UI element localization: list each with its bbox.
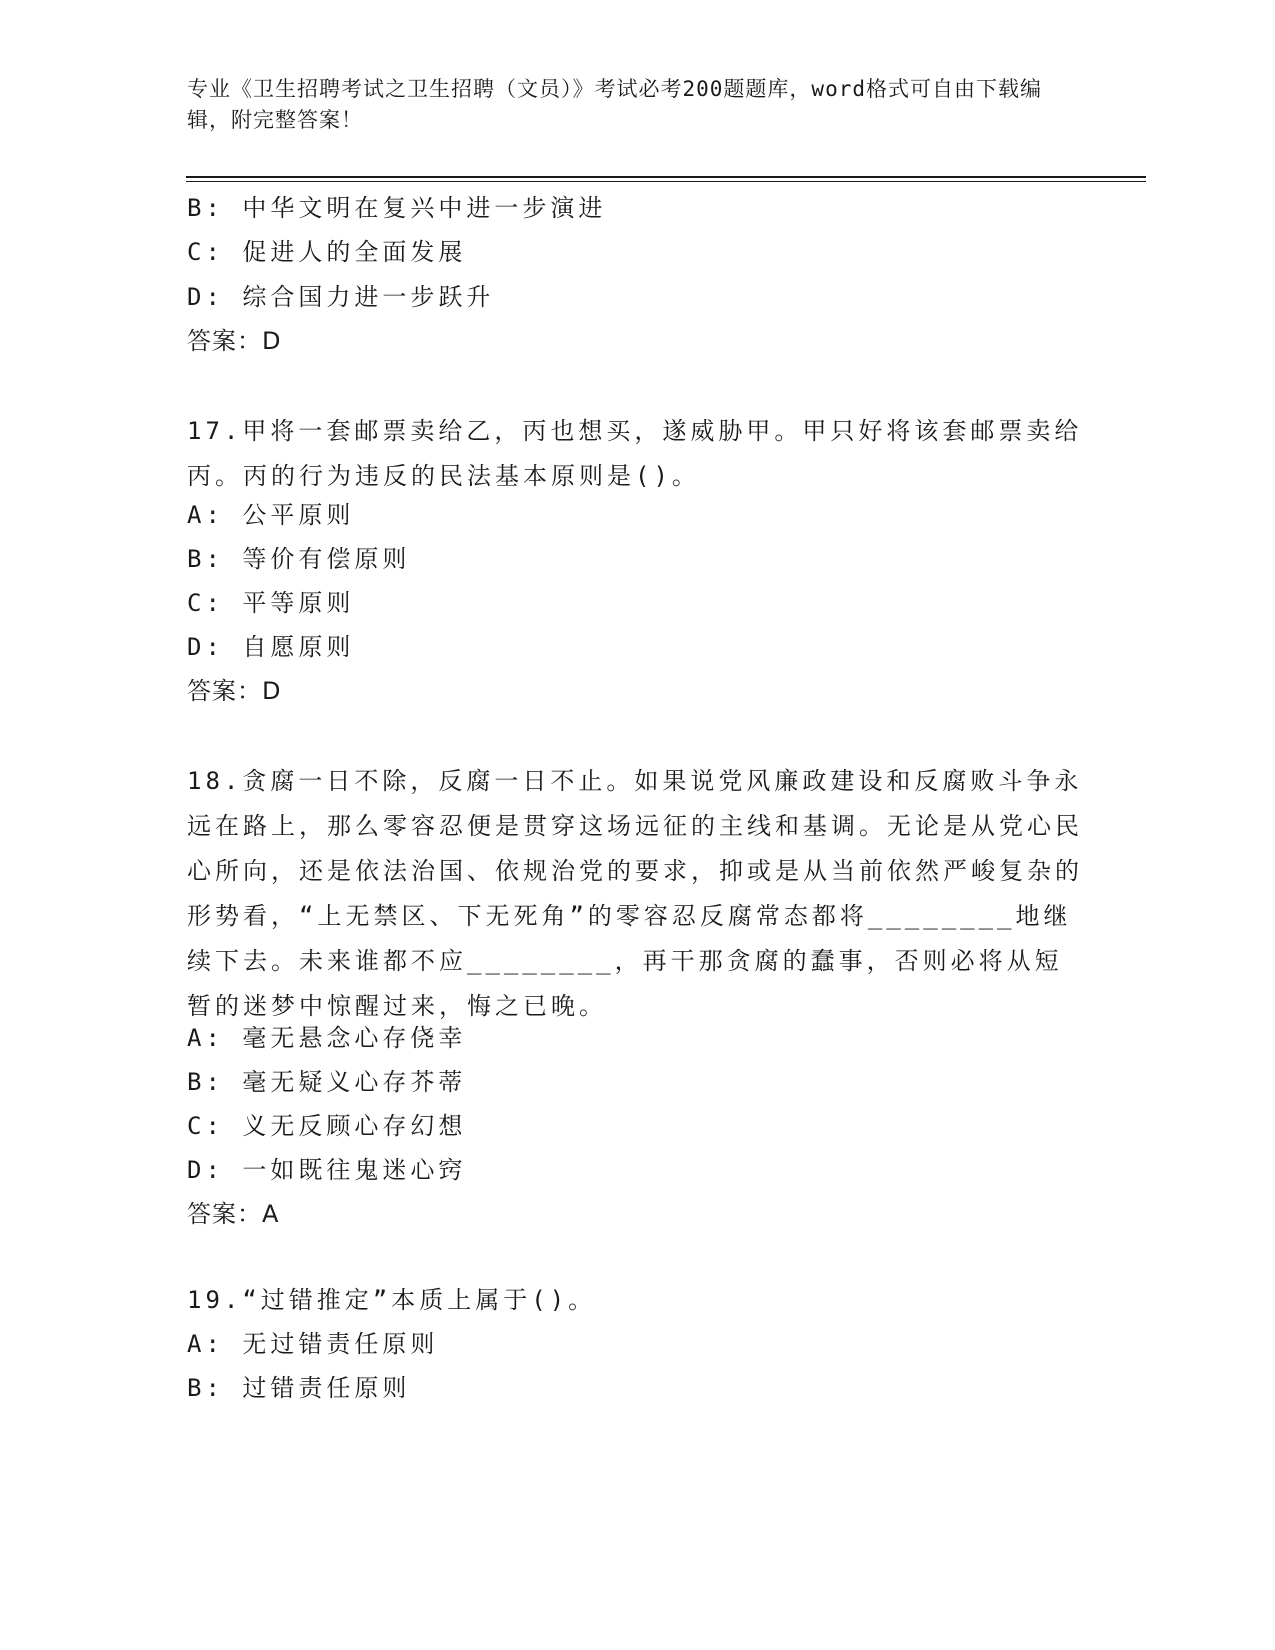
q17-answer: 答案：D: [187, 677, 282, 705]
header-divider: [186, 176, 1146, 178]
q17-option-d: D: 自愿原则: [187, 633, 355, 661]
q16-answer: 答案：D: [187, 327, 282, 355]
q18-option-d: D: 一如既往鬼迷心窍: [187, 1156, 467, 1184]
document-header: 专业《卫生招聘考试之卫生招聘（文员）》考试必考200题题库，word格式可自由下载编辑，附完整答案！: [187, 77, 1042, 132]
q18-stem: 18.贪腐一日不除，反腐一日不止。如果说党风廉政建设和反腐败斗争永远在路上，那么零容忍便是贯穿这场远征的主线和基调。无论是从党心民心所向，还是依法治国、依规治党的要求，抑或是从当前依然严峻复杂的形势看，“上无禁区、下无死角”的零容忍反腐常态都将________地继续下去。未来谁都不应________，再干那贪腐的蠢事，否则必将从短暂的迷梦中惊醒过来，悔之已晚。: [187, 767, 1083, 1020]
q19-option-b: B: 过错责任原则: [187, 1374, 411, 1402]
q18-option-c: C: 义无反顾心存幻想: [187, 1112, 467, 1140]
q18-answer: 答案：A: [187, 1200, 280, 1228]
header-divider-thin: [186, 181, 1146, 182]
q17-option-b: B: 等价有偿原则: [187, 545, 411, 573]
q19-option-a: A: 无过错责任原则: [187, 1330, 439, 1358]
q18-option-a: A: 毫无悬念心存侥幸: [187, 1024, 467, 1052]
q18-option-b: B: 毫无疑义心存芥蒂: [187, 1068, 467, 1096]
q16-option-c: C: 促进人的全面发展: [187, 238, 467, 266]
q17-stem: 17.甲将一套邮票卖给乙，丙也想买，遂威胁甲。甲只好将该套邮票卖给丙。丙的行为违反的民法基本原则是()。: [187, 417, 1083, 490]
q17-option-a: A: 公平原则: [187, 501, 355, 529]
q19-stem: 19.“过错推定”本质上属于()。: [187, 1286, 597, 1314]
q16-option-b: B: 中华文明在复兴中进一步演进: [187, 194, 607, 222]
q16-option-d: D: 综合国力进一步跃升: [187, 283, 495, 311]
q17-option-c: C: 平等原则: [187, 589, 355, 617]
